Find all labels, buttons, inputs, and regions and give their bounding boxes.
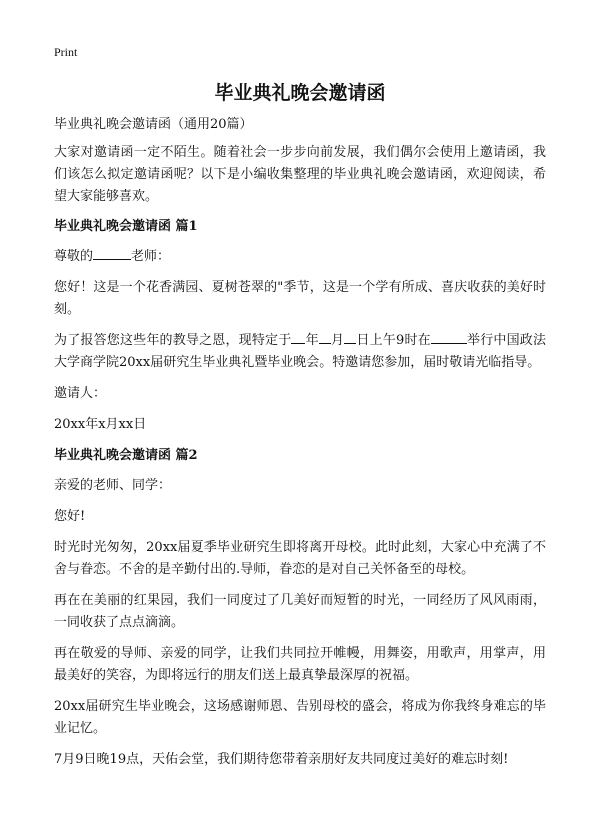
salutation-suffix: 老师： [131, 249, 171, 264]
invite-part-year: 年 [305, 333, 319, 348]
invite-part-rest: 举行中国政法大学商学院20xx届研究生毕业典礼暨毕业晚会。特邀请您参加，届时敬请光临指导。 [54, 333, 546, 370]
section-2-salutation: 亲爱的老师、同学： [54, 478, 172, 493]
section-1-greeting: 您好！这是一个花香满园、夏树苍翠的"季节，这是一个学有所成、喜庆收获的美好时刻。 [54, 280, 546, 317]
salutation-prefix: 尊敬的 [54, 249, 94, 264]
section-1-invitation [54, 330, 546, 374]
section-2-heading: 毕业典礼晚会邀请函 篇2 [54, 448, 198, 463]
section-1-salutation [54, 246, 546, 268]
section-1-inviter: 邀请人： [54, 386, 107, 401]
section-1-date: 20xx年x月xx日 [54, 417, 147, 432]
document-title: 毕业典礼晚会邀请函 [214, 82, 386, 104]
section-2-greeting: 您好! [54, 509, 86, 524]
section-2-paragraph: 20xx届研究生毕业晚会，这场感谢师恩、告别母校的盛会，将成为你我终身难忘的毕业记忆。 [54, 699, 546, 736]
day-blank [344, 331, 356, 344]
section-1-heading: 毕业典礼晚会邀请函 篇1 [54, 219, 198, 234]
section-2-paragraph: 时光时光匆匆，20xx届夏季毕业研究生即将离开母校。此时此刻，大家心中充满了不舍与眷恋。不舍的是辛勤付出的.导师，眷恋的是对自己关怀备至的母校。 [54, 540, 546, 577]
place-blank [431, 331, 467, 344]
section-2-paragraph: 再在敬爱的导师、亲爱的同学，让我们共同拉开帷幔，用舞姿，用歌声，用掌声，用最美好的笑容，为即将远行的朋友们送上最真挚最深厚的祝福。 [54, 646, 546, 683]
invite-part-1: 为了报答您这些年的教导之恩，现特定于 [54, 333, 292, 348]
invite-part-day: 日上午9时在 [356, 333, 431, 348]
name-blank [93, 247, 131, 260]
invite-part-month: 月 [330, 333, 345, 348]
print-link[interactable]: Print [54, 45, 78, 59]
intro-paragraph: 大家对邀请函一定不陌生。随着社会一步步向前发展，我们偶尔会使用上邀请函，我们该怎么拟定邀请函呢？以下是小编收集整理的毕业典礼晚会邀请函，欢迎阅读，希望大家能够喜欢。 [54, 145, 546, 204]
document-subtitle: 毕业典礼晚会邀请函（通用20篇） [54, 117, 253, 132]
section-2-paragraph: 再在在美丽的红果园，我们一同度过了几美好而短暂的时光，一同经历了风风雨雨，一同收获了点点滴滴。 [54, 593, 546, 630]
section-2-paragraph: 7月9日晚19点，天佑会堂，我们期待您带着亲朋好友共同度过美好的难忘时刻! [54, 752, 509, 767]
year-blank [291, 331, 305, 344]
month-blank [319, 331, 331, 344]
